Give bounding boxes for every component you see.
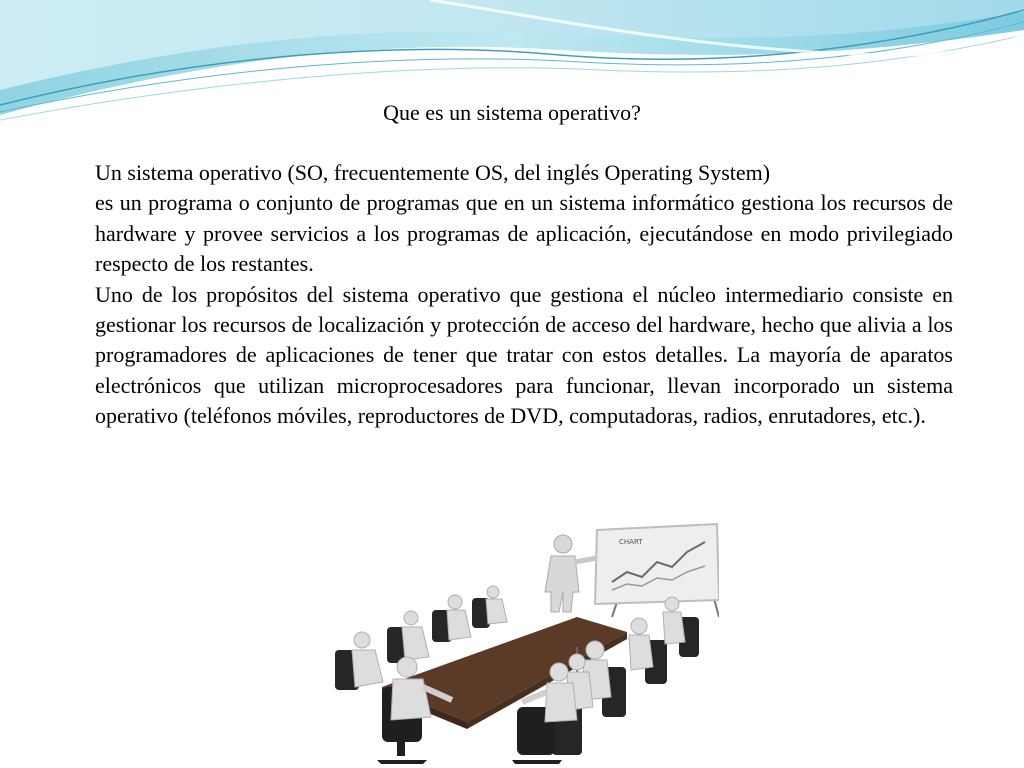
paragraph-1: Un sistema operativo (SO, frecuentemente OS, del inglés Operating System) [95, 160, 771, 185]
slide-title: Que es un sistema operativo? [383, 100, 641, 125]
meeting-illustration [327, 522, 719, 768]
paragraph-3: Uno de los propósitos del sistema operativo que gestiona el núcleo intermediario consiste en gestionar los recursos de localización y protección de acceso del hardware, hecho que alivia a los programadores de aplicaciones de tener que tratar con estos detalles. La mayoría de aparatos electrónicos que utilizan microprocesadores para funcionar, llevan incorporado un sistema operativo (teléfonos móviles, reproductores de DVD, computadoras, radios, enrutadores, etc.). [95, 281, 953, 429]
board-label: CHART [619, 538, 643, 546]
paragraph-2: es un programa o conjunto de programas que en un sistema informático gestiona los recursos de hardware y provee servicios a los programas de aplicación, ejecutándose en modo privilegiado respecto de los restantes. [95, 190, 953, 277]
slide-body [95, 158, 953, 432]
